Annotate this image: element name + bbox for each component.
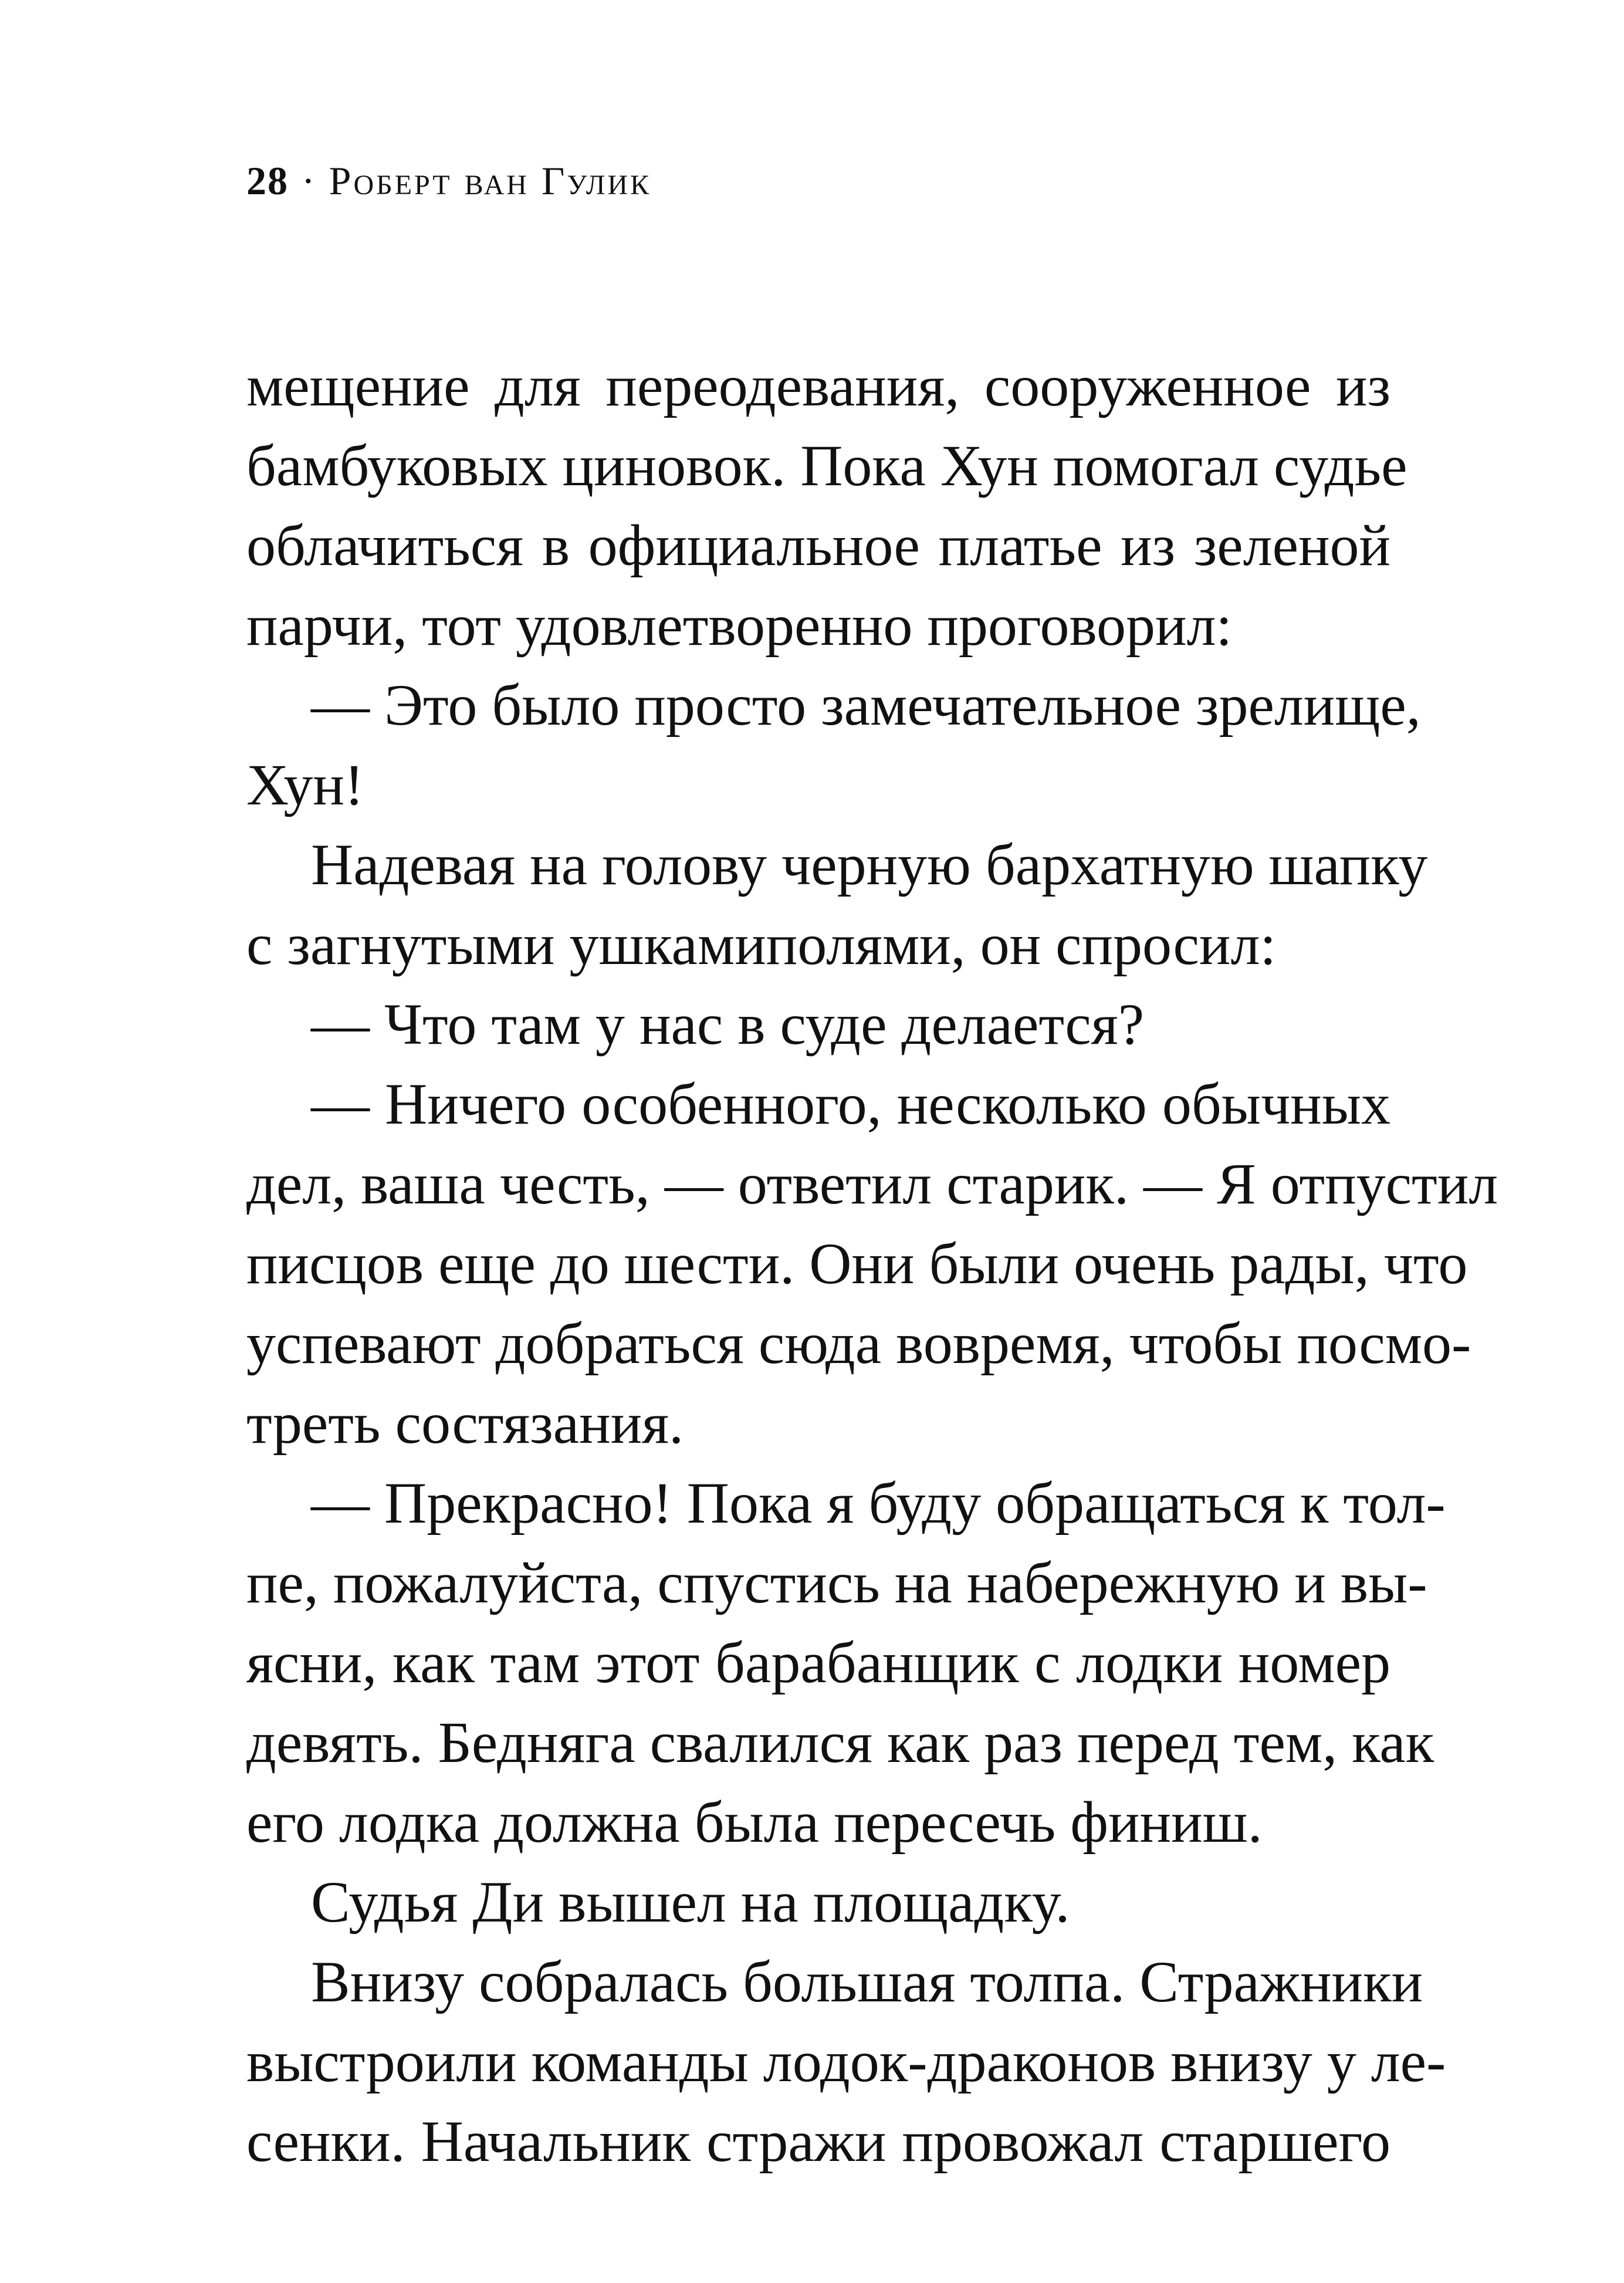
- text-line: выстроили команды лодок-драконов внизу у ле-: [246, 2029, 1446, 2094]
- text-line: — Это было просто замечательное зрелище,: [311, 672, 1421, 738]
- text-line: успевают добраться сюда вовремя, чтобы посмо-: [246, 1311, 1471, 1376]
- body-text: [246, 346, 1498, 2181]
- text-line: Внизу собралась большая толпа. Стражники: [311, 1949, 1423, 2014]
- running-header: [246, 157, 651, 204]
- text-line: писцов еще до шести. Они были очень рады, что: [246, 1231, 1468, 1296]
- text-line: дел, ваша честь, — ответил старик. — Я отпустил: [246, 1151, 1498, 1216]
- text-line: с загнутыми ушкамиполями, он спросил:: [246, 912, 1277, 977]
- text-line: облачиться в официальное платье из зеленой: [246, 513, 1390, 578]
- text-line: парчи, тот удовлетворенно проговорил:: [246, 593, 1233, 658]
- text-line: пе, пожалуйста, спустись на набережную и вы-: [246, 1550, 1427, 1615]
- text-line: девять. Бедняга свалился как раз перед тем, как: [246, 1710, 1434, 1775]
- text-line: — Что там у нас в суде делается?: [311, 992, 1145, 1057]
- header-separator: ·: [302, 158, 316, 203]
- text-line: бамбуковых циновок. Пока Хун помогал судье: [246, 433, 1408, 498]
- text-line: треть состязания.: [246, 1391, 684, 1456]
- text-line: Судья Ди вышел на площадку.: [311, 1869, 1070, 1934]
- text-line: Надевая на голову черную бархатную шапку: [311, 832, 1428, 897]
- text-line: — Прекрасно! Пока я буду обращаться к тол-: [311, 1470, 1446, 1535]
- text-line: ясни, как там этот барабанщик с лодки номер: [246, 1630, 1390, 1695]
- header-author: Роберт ван Гулик: [329, 158, 652, 203]
- text-line: сенки. Начальник стражи провожал старшего: [246, 2109, 1390, 2174]
- text-line: мещение для переодевания, сооруженное из: [246, 353, 1390, 418]
- page-number: 28: [246, 158, 289, 203]
- text-line: — Ничего особенного, несколько обычных: [311, 1071, 1390, 1137]
- text-line: Хун!: [246, 752, 364, 817]
- text-line: его лодка должна была пересечь финиш.: [246, 1790, 1263, 1855]
